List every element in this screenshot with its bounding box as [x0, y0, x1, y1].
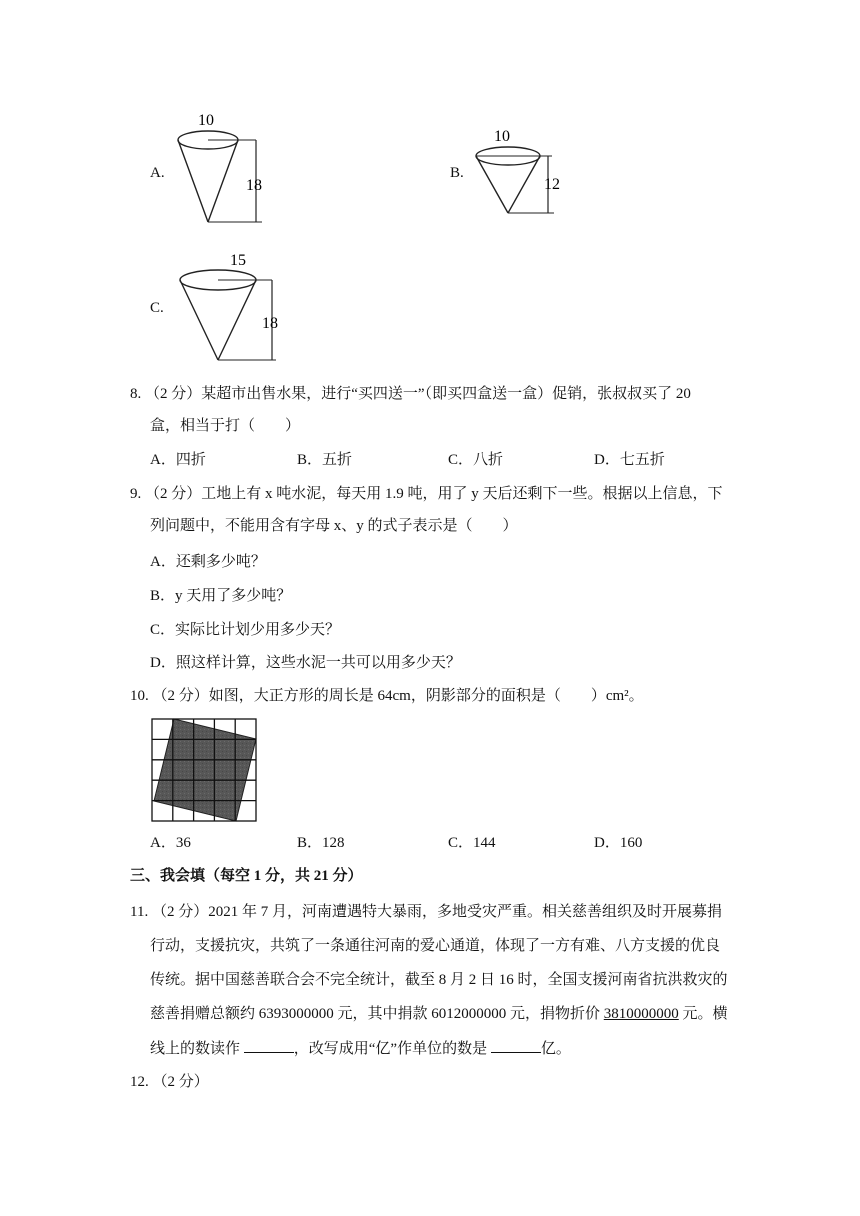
q7-option-b-cone-figure	[472, 124, 572, 220]
q9-score: （2 分）	[145, 486, 202, 502]
q7-option-a-letter: A.	[150, 165, 165, 181]
q8-line2: 盒，相当于打（ ）	[150, 418, 301, 434]
q10-option-a[interactable]: A．36	[150, 835, 191, 851]
q10-number: 10.	[130, 688, 149, 704]
q10-option-d[interactable]: D．160	[594, 835, 643, 851]
q10-line1	[130, 686, 644, 706]
q11-line5-pre: 线上的数读作	[150, 1041, 244, 1057]
q9-line2: 列问题中，不能用含有字母 x、y 的式子表示是（ ）	[150, 518, 518, 534]
q11-line2: 行动，支援抗灾，共筑了一条通往河南的爱心通道，体现了一方有难、八方支援的优良	[150, 938, 721, 954]
q7-option-b-side-label: 12	[544, 176, 560, 193]
q9-line1	[130, 484, 723, 504]
q10-text-1: 如图，大正方形的周长是 64cm，阴影部分的面积是（ ）cm²。	[208, 688, 644, 704]
q8-option-b[interactable]: B．五折	[297, 452, 353, 468]
q11-line4-pre: 慈善捐赠总额约 6393000000 元，其中捐款 6012000000 元，捐物折价	[150, 1006, 604, 1022]
q7-option-c-cone-figure	[172, 248, 282, 364]
q7-option-c-side-label: 18	[262, 315, 278, 332]
q11-line3: 传统。据中国慈善联合会不完全统计，截至 8 月 2 日 16 时，全国支援河南省抗洪救灾的	[150, 972, 728, 988]
q8-number: 8.	[130, 386, 142, 402]
q8-option-c[interactable]: C．八折	[448, 452, 504, 468]
q11-answer-blank-2[interactable]	[491, 1038, 541, 1053]
q7-option-a-top-label: 10	[198, 112, 214, 129]
q11-line5-mid: ，改写成用“亿”作单位的数是	[293, 1041, 491, 1057]
q8-option-a[interactable]: A．四折	[150, 452, 206, 468]
q8-option-d[interactable]: D．七五折	[594, 452, 665, 468]
q8-line1	[130, 384, 691, 404]
q12-line1	[130, 1072, 209, 1092]
q7-option-c-top-label: 15	[230, 252, 246, 269]
q11-line4-post: 元。横	[678, 1006, 728, 1022]
q11-line5-post: 亿。	[540, 1041, 571, 1057]
q7-option-c-letter: C.	[150, 300, 164, 316]
q9-number: 9.	[130, 486, 142, 502]
q11-underlined-number: 3810000000	[603, 1006, 679, 1022]
q9-option-b[interactable]: B．y 天用了多少吨？	[150, 588, 292, 604]
q9-option-c[interactable]: C．实际比计划少用多少天？	[150, 622, 341, 638]
q8-text-1: 某超市出售水果，进行“买四送一”（即买四盒送一盒）促销，张叔叔买了 20	[201, 386, 691, 402]
q11-text-1: 2021 年 7 月，河南遭遇特大暴雨，多地受灾严重。相关慈善组织及时开展募捐	[208, 904, 722, 920]
q11-line4	[150, 1004, 728, 1024]
q11-score: （2 分）	[151, 904, 209, 920]
q7-option-a-cone-figure	[172, 108, 272, 234]
q7-option-b-letter: B.	[450, 165, 464, 181]
q11-answer-blank-1[interactable]	[244, 1038, 294, 1053]
q8-score: （2 分）	[145, 386, 202, 402]
q11-line5	[150, 1038, 571, 1059]
q12-score: （2 分）	[152, 1074, 209, 1090]
q12-number: 12.	[130, 1074, 149, 1090]
q11-number: 11.	[130, 904, 149, 920]
section-3-title: 三、我会填（每空 1 分，共 21 分）	[130, 868, 363, 884]
q9-option-d[interactable]: D．照这样计算，这些水泥一共可以用多少天？	[150, 655, 461, 671]
q7-option-b-top-label: 10	[494, 128, 510, 145]
q9-text-1: 工地上有 x 吨水泥，每天用 1.9 吨，用了 y 天后还剩下一些。根据以上信息，下	[201, 486, 723, 502]
q10-grid-figure	[148, 717, 260, 823]
q10-option-b[interactable]: B．128	[297, 835, 345, 851]
q7-option-a-side-label: 18	[246, 177, 262, 194]
q9-option-a[interactable]: A．还剩多少吨？	[150, 554, 266, 570]
q10-option-c[interactable]: C．144	[448, 835, 496, 851]
q11-line1	[130, 902, 722, 922]
q10-score: （2 分）	[152, 688, 209, 704]
